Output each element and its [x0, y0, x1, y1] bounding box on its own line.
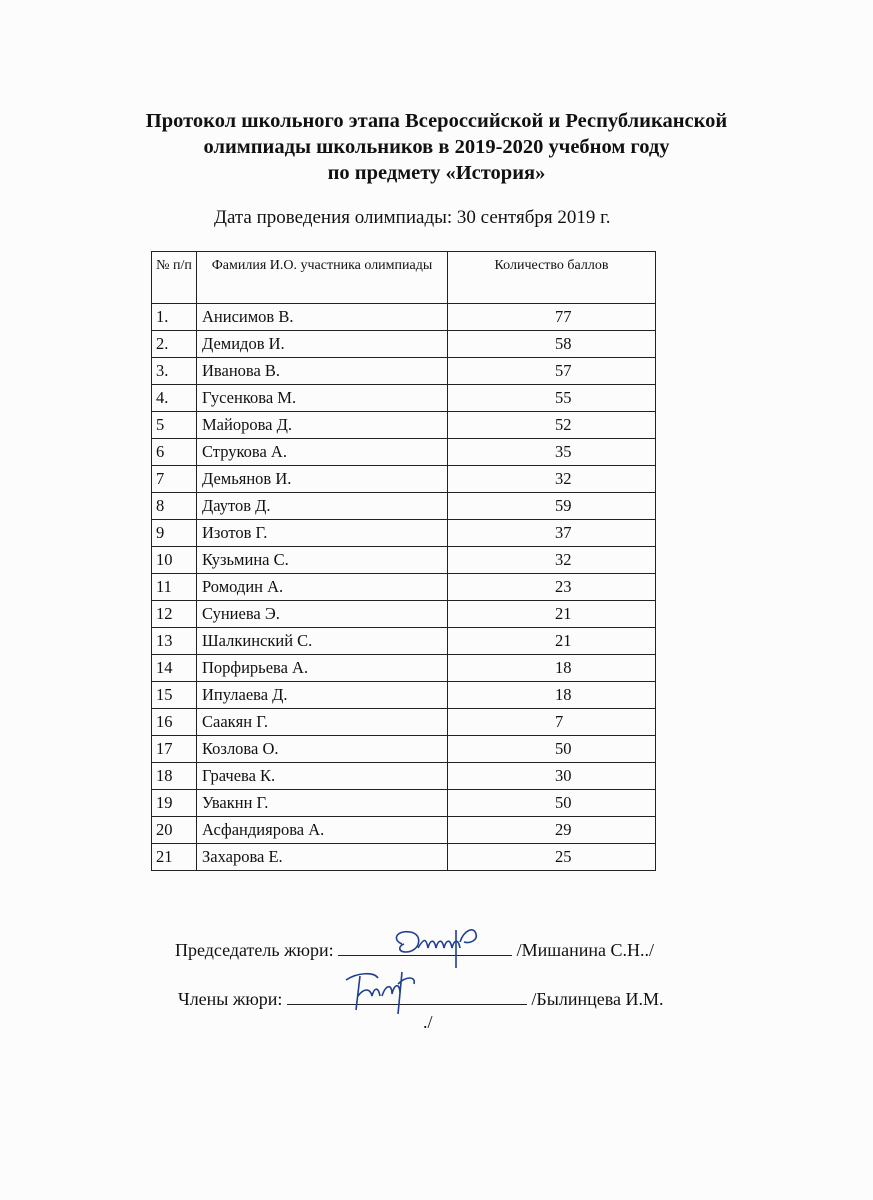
title-line-3: по предмету «История»	[327, 162, 546, 184]
table-header-row	[152, 252, 656, 304]
cell-name: Захарова Е.	[197, 844, 448, 871]
table-row	[152, 466, 656, 493]
cell-num: 2.	[152, 331, 197, 358]
cell-num: 11	[152, 574, 197, 601]
cell-num: 8	[152, 493, 197, 520]
chair-label: Председатель жюри:	[175, 940, 334, 960]
cell-name: Иванова В.	[197, 358, 448, 385]
cell-score: 18	[448, 682, 656, 709]
cell-score: 23	[448, 574, 656, 601]
cell-score: 21	[448, 628, 656, 655]
cell-score: 18	[448, 655, 656, 682]
cell-num: 6	[152, 439, 197, 466]
table-row	[152, 844, 656, 871]
table-row	[152, 439, 656, 466]
table-row	[152, 385, 656, 412]
cell-name: Суниева Э.	[197, 601, 448, 628]
cell-name: Асфандиярова А.	[197, 817, 448, 844]
cell-name: Майорова Д.	[197, 412, 448, 439]
table-body	[152, 304, 656, 871]
table-row	[152, 547, 656, 574]
cell-num: 4.	[152, 385, 197, 412]
olympiad-date: Дата проведения олимпиады: 30 сентября 2019 г.	[214, 207, 611, 228]
cell-num: 18	[152, 763, 197, 790]
cell-name: Порфирьева А.	[197, 655, 448, 682]
cell-num: 15	[152, 682, 197, 709]
document-title	[60, 108, 813, 186]
cell-name: Грачева К.	[197, 763, 448, 790]
cell-num: 3.	[152, 358, 197, 385]
cell-name: Ипулаева Д.	[197, 682, 448, 709]
table-row	[152, 817, 656, 844]
table-row	[152, 736, 656, 763]
cell-score: 52	[448, 412, 656, 439]
table-row	[152, 520, 656, 547]
title-line-1: Протокол школьного этапа Всероссийской и Республиканской	[145, 110, 728, 132]
cell-name: Кузьмина С.	[197, 547, 448, 574]
cell-name: Шалкинский С.	[197, 628, 448, 655]
table-row	[152, 655, 656, 682]
cell-score: 30	[448, 763, 656, 790]
cell-num: 10	[152, 547, 197, 574]
cell-num: 14	[152, 655, 197, 682]
cell-num: 21	[152, 844, 197, 871]
table-row	[152, 304, 656, 331]
header-num: № п/п	[152, 252, 197, 304]
cell-num: 12	[152, 601, 197, 628]
cell-name: Струкова А.	[197, 439, 448, 466]
cell-name: Демьянов И.	[197, 466, 448, 493]
cell-score: 58	[448, 331, 656, 358]
cell-name: Демидов И.	[197, 331, 448, 358]
title-line-2: олимпиады школьников в 2019-2020 учебном году	[203, 136, 670, 158]
cell-num: 9	[152, 520, 197, 547]
results-table	[151, 251, 656, 871]
cell-num: 13	[152, 628, 197, 655]
cell-num: 19	[152, 790, 197, 817]
cell-name: Козлова О.	[197, 736, 448, 763]
cell-score: 32	[448, 547, 656, 574]
table-row	[152, 763, 656, 790]
cell-name: Ромодин А.	[197, 574, 448, 601]
table-row	[152, 628, 656, 655]
cell-name: Гусенкова М.	[197, 385, 448, 412]
cell-num: 20	[152, 817, 197, 844]
header-name: Фамилия И.О. участника олимпиады	[197, 252, 448, 304]
cell-num: 7	[152, 466, 197, 493]
chair-signature-image	[390, 922, 500, 972]
table-row	[152, 331, 656, 358]
cell-score: 50	[448, 736, 656, 763]
table-row	[152, 412, 656, 439]
cell-score: 29	[448, 817, 656, 844]
cell-score: 32	[448, 466, 656, 493]
cell-name: Увакнн Г.	[197, 790, 448, 817]
cell-num: 16	[152, 709, 197, 736]
cell-score: 57	[448, 358, 656, 385]
header-score: Количество баллов	[448, 252, 656, 304]
members-name: /Былинцева И.М.	[531, 989, 664, 1009]
table-row	[152, 358, 656, 385]
table-row	[152, 682, 656, 709]
cell-score: 50	[448, 790, 656, 817]
cell-name: Даутов Д.	[197, 493, 448, 520]
table-row	[152, 574, 656, 601]
members-tail: ./	[423, 1012, 433, 1032]
chair-name: /Мишанина С.Н../	[516, 940, 655, 960]
cell-score: 77	[448, 304, 656, 331]
cell-num: 5	[152, 412, 197, 439]
cell-name: Саакян Г.	[197, 709, 448, 736]
cell-num: 1.	[152, 304, 197, 331]
cell-name: Анисимов В.	[197, 304, 448, 331]
cell-score: 25	[448, 844, 656, 871]
cell-score: 59	[448, 493, 656, 520]
cell-score: 37	[448, 520, 656, 547]
cell-score: 55	[448, 385, 656, 412]
cell-num: 17	[152, 736, 197, 763]
members-label: Члены жюри:	[178, 989, 283, 1009]
table-row	[152, 709, 656, 736]
cell-score: 35	[448, 439, 656, 466]
members-signature-image	[342, 966, 422, 1016]
cell-score: 7	[448, 709, 656, 736]
table-row	[152, 601, 656, 628]
table-row	[152, 790, 656, 817]
cell-score: 21	[448, 601, 656, 628]
table-row	[152, 493, 656, 520]
cell-name: Изотов Г.	[197, 520, 448, 547]
